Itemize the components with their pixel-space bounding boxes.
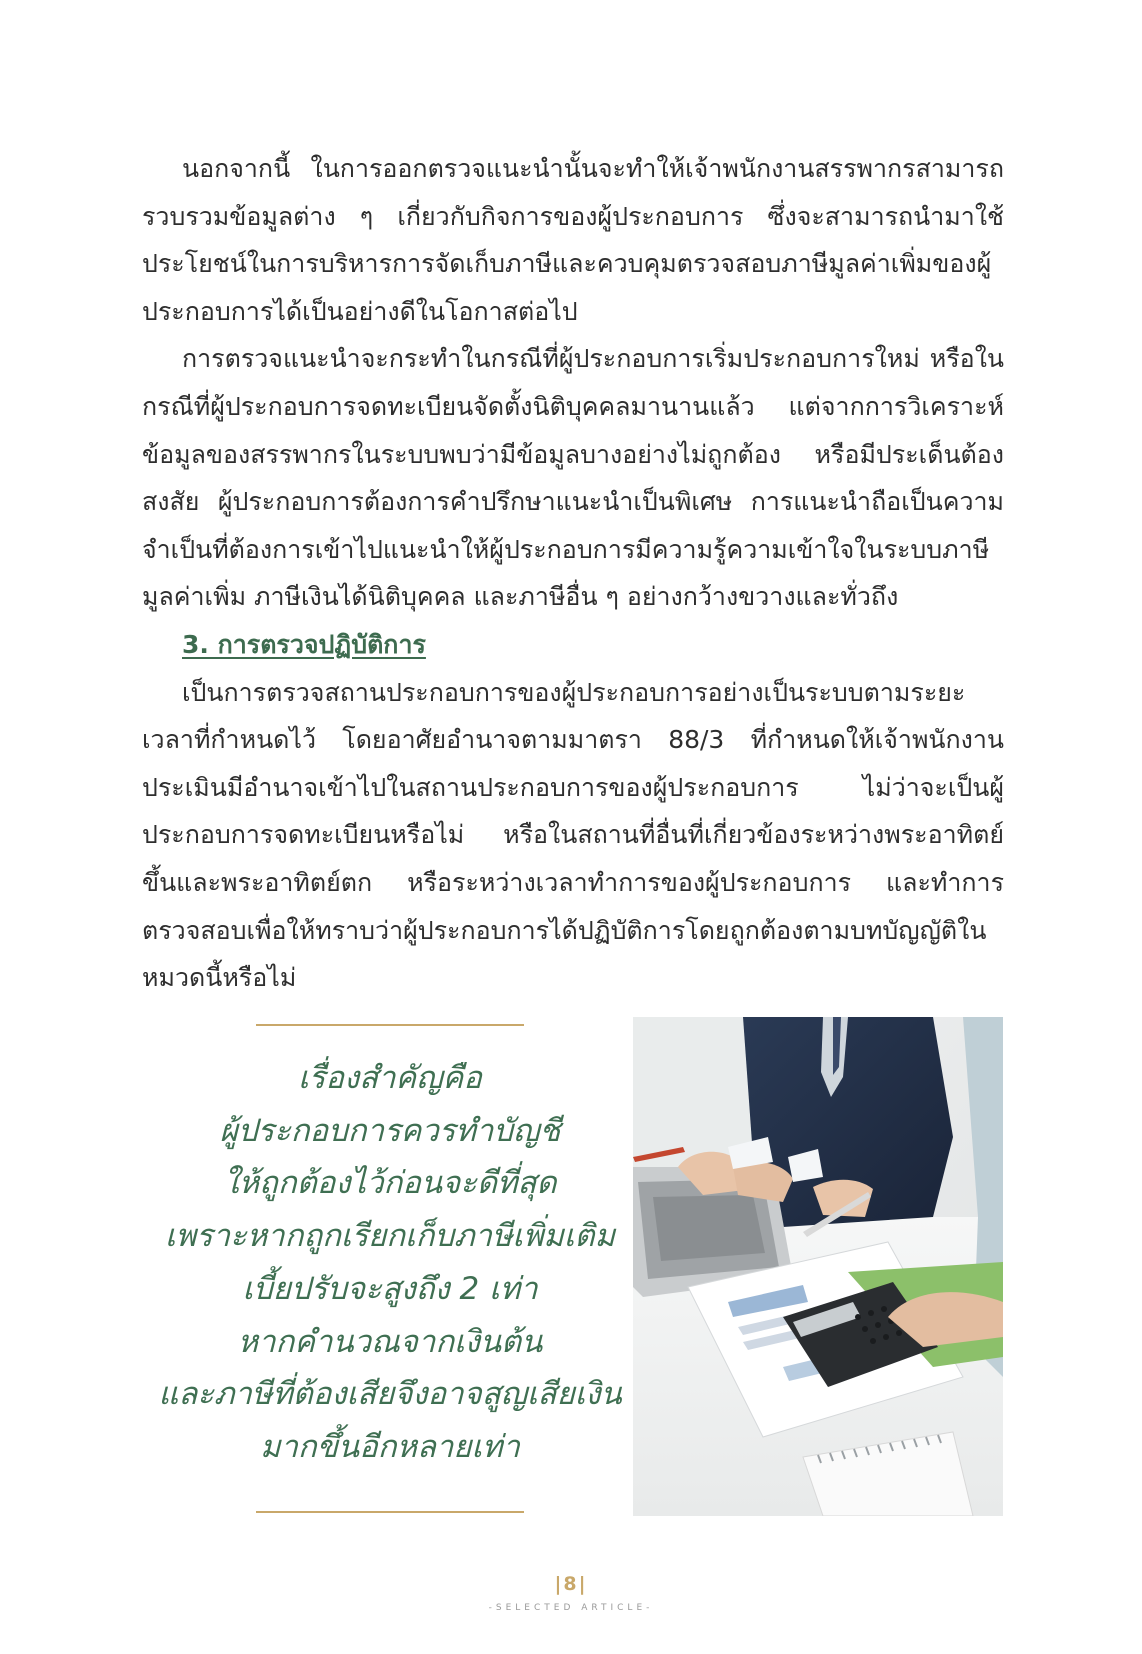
page-number: |8|	[554, 1573, 588, 1595]
quote-line: มากขึ้นอีกหลายเท่า	[260, 1428, 520, 1465]
paragraph-2: การตรวจแนะนำจะกระทำในกรณีที่ผู้ประกอบการเริ่มประกอบการใหม่ หรือในกรณีที่ผู้ประกอบการจดทะเบียนจัดตั้งนิติบุคคลมานานแล้ว แต่จากการวิเคราะห์ข้อมูลของสรรพากรในระบบพบว่ามีข้อมูลบางอย่างไม่ถูกต้อง หรือมีประเด็นต้องสงสัย ผู้ประกอบการต้องการคำปรึกษาแนะนำเป็นพิเศษ การแนะนำถือเป็นความจำเป็นที่ต้องการเข้าไปแนะนำให้ผู้ประกอบการมีความรู้ความเข้าใจในระบบภาษีมูลค่าเพิ่ม ภาษีเงินได้นิติบุคคล และภาษีอื่น ๆ อย่างกว้างขวางและทั่วถึง	[142, 344, 1004, 612]
accounting-photo	[633, 1017, 1003, 1516]
quote-line: เบี้ยปรับจะสูงถึง 2 เท่า	[242, 1270, 538, 1307]
quote-top-rule	[256, 1024, 524, 1026]
quote-line: ให้ถูกต้องไว้ก่อนจะดีที่สุด	[223, 1165, 557, 1202]
quote-line: หากคำนวณจากเงินต้น	[237, 1323, 543, 1360]
pull-quote	[150, 1018, 630, 1518]
footer-label: -SELECTED ARTICLE-	[488, 1603, 654, 1613]
quote-line: เพราะหากถูกเรียกเก็บภาษีเพิ่มเติม	[164, 1218, 615, 1255]
section-heading: 3. การตรวจปฏิบัติการ	[182, 629, 426, 659]
quote-text	[150, 1052, 630, 1474]
quote-line: และภาษีที่ต้องเสียจึงอาจสูญเสียเงิน	[158, 1376, 622, 1413]
article-body	[142, 145, 1004, 1002]
quote-line: เรื่องสำคัญคือ	[298, 1060, 482, 1096]
quote-line: ผู้ประกอบการควรทำบัญชี	[219, 1112, 561, 1149]
paragraph-3: เป็นการตรวจสถานประกอบการของผู้ประกอบการอย่างเป็นระบบตามระยะเวลาที่กำหนดไว้ โดยอาศัยอำนาจตามมาตรา 88/3 ที่กำหนดให้เจ้าพนักงานประเมินมีอำนาจเข้าไปในสถานประกอบการของผู้ประกอบการ ไม่ว่าจะเป็นผู้ประกอบการจดทะเบียนหรือไม่ หรือในสถานที่อื่นที่เกี่ยวข้องระหว่างพระอาทิตย์ขึ้นและพระอาทิตย์ตก หรือระหว่างเวลาทำการของผู้ประกอบการ และทำการตรวจสอบเพื่อให้ทราบว่าผู้ประกอบการได้ปฏิบัติการโดยถูกต้องตามบทบัญญัติในหมวดนี้หรือไม่	[142, 677, 1004, 993]
quote-bottom-rule	[256, 1511, 524, 1513]
paragraph-1: นอกจากนี้ ในการออกตรวจแนะนำนั้นจะทำให้เจ้าพนักงานสรรพากรสามารถรวบรวมข้อมูลต่าง ๆ เกี่ยวกับกิจการของผู้ประกอบการ ซึ่งจะสามารถนำมาใช้ประโยชน์ในการบริหารการจัดเก็บภาษีและควบคุมตรวจสอบภาษีมูลค่าเพิ่มของผู้ประกอบการได้เป็นอย่างดีในโอกาสต่อไป	[142, 154, 1004, 326]
